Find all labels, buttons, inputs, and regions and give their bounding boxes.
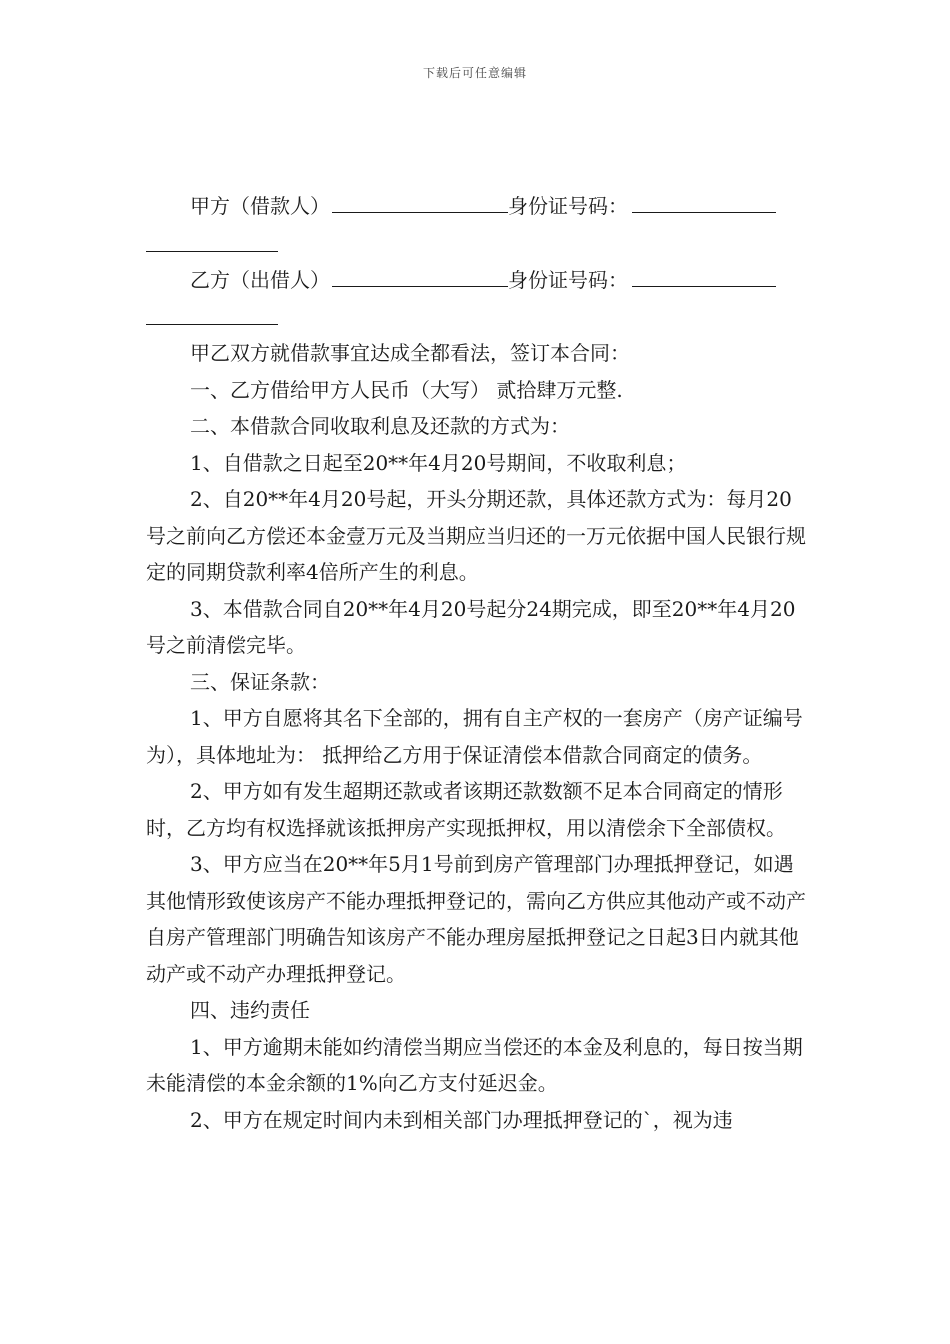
party-b-line: [146, 262, 810, 299]
party-a-id-blank[interactable]: [632, 190, 776, 213]
clause-3-heading: 三、保证条款：: [190, 669, 330, 694]
contract-body: [146, 188, 810, 1138]
clause-3-item-1: 1、甲方自愿将其名下全部的，拥有自主产权的一套房产（房产证编号为），具体地址为： 抵押给乙方用于保证清偿本借款合同商定的债务。: [146, 706, 803, 767]
intro-paragraph: 甲乙双方就借款事宜达成全都看法，签订本合同：: [190, 341, 630, 365]
clause-4-item-2: 2、甲方在规定时间内未到相关部门办理抵押登记的`，视为违: [190, 1107, 733, 1132]
party-a-name-blank[interactable]: [332, 190, 508, 213]
page-header: 下载后可任意编辑: [422, 66, 527, 80]
party-a-id-blank-continued[interactable]: [146, 225, 278, 252]
party-b-name-blank[interactable]: [332, 264, 508, 287]
clause-3-item-2: 2、甲方如有发生超期还款或者该期还款数额不足本合同商定的情形时，乙方均有权选择就该抵押房产实现抵押权，用以清偿余下全部债权。: [146, 779, 786, 840]
party-a-line: [146, 188, 810, 225]
party-b-id-blank[interactable]: [632, 264, 776, 287]
party-b-id-blank-continued[interactable]: [146, 298, 278, 325]
clause-1: 一、乙方借给甲方人民币（大写） 贰拾肆万元整.: [190, 377, 623, 402]
clause-2-heading: 二、本借款合同收取利息及还款的方式为：: [190, 414, 570, 438]
clause-2-item-1: 1、自借款之日起至20**年4月20号期间，不收取利息；: [190, 450, 687, 475]
party-a-label: 甲方（借款人）: [190, 194, 330, 218]
party-a-id-label: 身份证号码：: [508, 194, 628, 218]
party-b-id-label: 身份证号码：: [508, 267, 628, 292]
clause-4-item-1: 1、甲方逾期未能如约清偿当期应当偿还的本金及利息的，每日按当期未能清偿的本金余额的1%向乙方支付延迟金。: [146, 1034, 803, 1095]
party-b-label: 乙方（出借人）: [190, 267, 330, 292]
clause-2-item-2: 2、自20**年4月20号起，开头分期还款，具体还款方式为：每月20号之前向乙方偿还本金壹万元及当期应当归还的一万元依据中国人民银行规定的同期贷款利率4倍所产生的利息。: [146, 487, 806, 584]
clause-4-heading: 四、违约责任: [190, 998, 310, 1022]
clause-3-item-3: 3、甲方应当在20**年5月1号前到房产管理部门办理抵押登记，如遇其他情形致使该房产不能办理抵押登记的，需向乙方供应其他动产或不动产自房产管理部门明确告知该房产不能办理房屋抵押登记之日起3日内就其他动产或不动产办理抵押登记。: [146, 852, 806, 986]
clause-2-item-3: 3、本借款合同自20**年4月20号起分24期完成，即至20**年4月20号之前清偿完毕。: [146, 596, 796, 657]
